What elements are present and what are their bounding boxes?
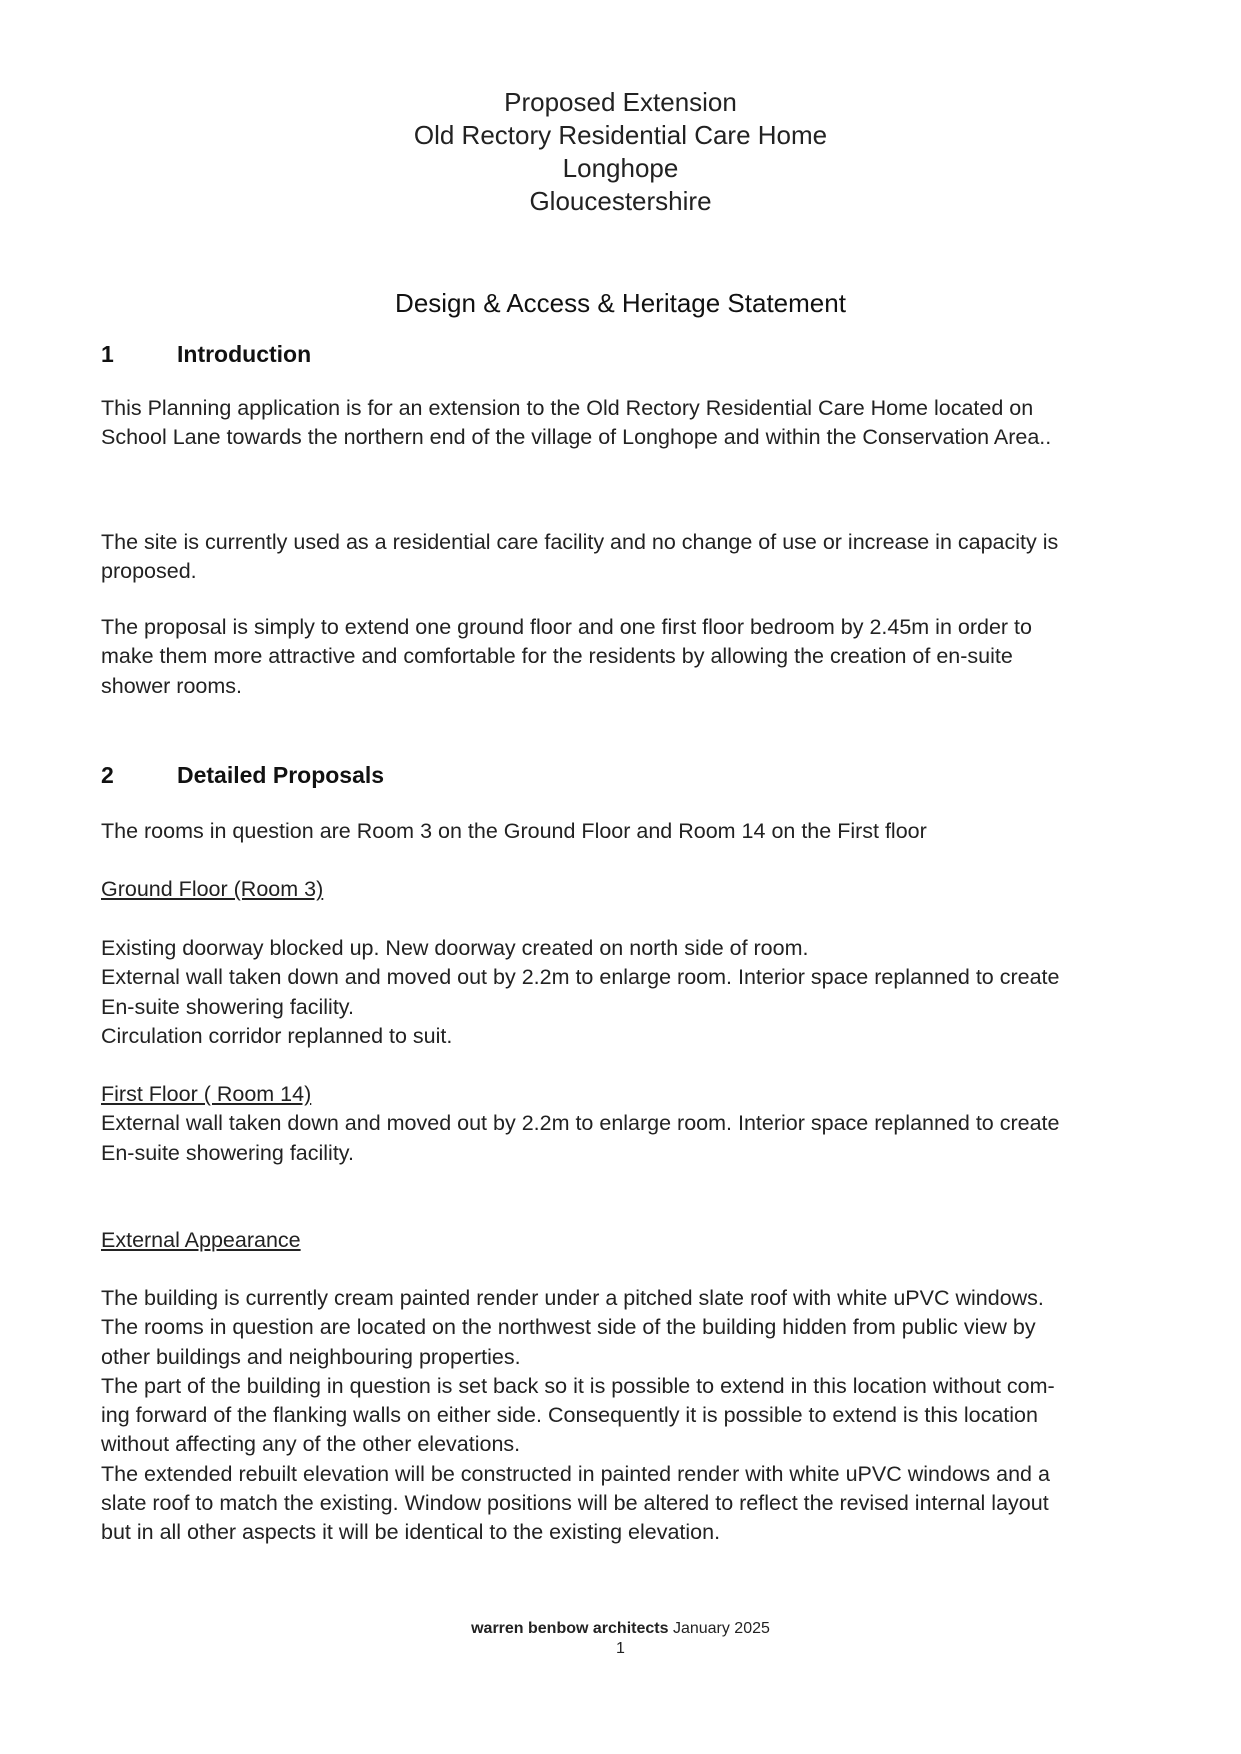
text-line: proposed.: [101, 559, 197, 584]
text-line: External wall taken down and moved out by 2.2m to enlarge room. Interior space replanned to create: [101, 1111, 1060, 1136]
text-line: other buildings and neighbouring properties.: [101, 1344, 521, 1369]
text-line: This Planning application is for an extension to the Old Rectory Residential Care Home located on: [101, 396, 1034, 420]
title-line: Old Rectory Residential Care Home: [413, 120, 828, 150]
first-floor-block: [101, 1080, 1141, 1168]
subheading: First Floor ( Room 14): [101, 1082, 312, 1106]
subheading: Ground Floor (Room 3): [101, 877, 324, 901]
ground-floor-text: [101, 934, 1141, 1051]
text-line: make them more attractive and comfortable for the residents by allowing the creation of en-suite: [101, 644, 1013, 669]
footer-firm: warren benbow architects: [471, 1620, 669, 1637]
text-line: The part of the building in question is set back so it is possible to extend in this location without com-: [101, 1373, 1055, 1398]
text-line: without affecting any of the other elevations.: [101, 1432, 521, 1457]
text-line: Existing doorway blocked up. New doorway created on north side of room.: [101, 936, 809, 960]
title-line: Gloucestershire: [529, 186, 712, 216]
section-number: 1: [101, 341, 114, 367]
proposals-intro: [101, 817, 1141, 846]
text-line: External wall taken down and moved out by 2.2m to enlarge room. Interior space replanned to create: [101, 965, 1060, 990]
footer: [0, 1620, 1241, 1638]
external-appearance-text: [101, 1284, 1141, 1548]
intro-paragraph-3: [101, 613, 1141, 701]
document-title-block: [0, 86, 1241, 218]
subheading: External Appearance: [101, 1228, 301, 1252]
text-line: The proposal is simply to extend one ground floor and one first floor bedroom by 2.45m in order to: [101, 615, 1032, 639]
section-title: Introduction: [177, 341, 312, 367]
statement-title: Design & Access & Heritage Statement: [395, 288, 846, 318]
text-line: ing forward of the flanking walls on either side. Consequently it is possible to extend is this location: [101, 1403, 1038, 1428]
text-line: The building is currently cream painted render under a pitched slate roof with white uPVC windows.: [101, 1286, 1044, 1310]
ground-floor-heading: [101, 875, 1141, 904]
text-line: School Lane towards the northern end of the village of Longhope and within the Conservation Area..: [101, 425, 1052, 450]
title-line: Longhope: [562, 153, 679, 183]
text-line: but in all other aspects it will be identical to the existing elevation.: [101, 1520, 721, 1545]
intro-paragraph-1: [101, 394, 1141, 453]
external-appearance-heading: [101, 1226, 1141, 1255]
text-line: En-suite showering facility.: [101, 1140, 354, 1165]
footer-date: January 2025: [672, 1620, 770, 1637]
title-line: Proposed Extension: [504, 87, 737, 117]
section-heading-introduction: [101, 341, 311, 368]
text-line: The extended rebuilt elevation will be constructed in painted render with white uPVC windows and a: [101, 1461, 1050, 1486]
text-line: The site is currently used as a residential care facility and no change of use or increase in capacity is: [101, 530, 1059, 554]
text-line: En-suite showering facility.: [101, 994, 354, 1019]
intro-paragraph-2: [101, 528, 1141, 587]
text-line: The rooms in question are located on the northwest side of the building hidden from public view by: [101, 1315, 1036, 1340]
text-line: Circulation corridor replanned to suit.: [101, 1023, 453, 1048]
section-title: Detailed Proposals: [177, 762, 385, 788]
section-heading-detailed-proposals: [101, 762, 384, 789]
page-number: 1: [616, 1640, 625, 1657]
text-line: The rooms in question are Room 3 on the Ground Floor and Room 14 on the First floor: [101, 819, 927, 843]
text-line: slate roof to match the existing. Window positions will be altered to reflect the revised internal layout: [101, 1491, 1049, 1516]
text-line: shower rooms.: [101, 673, 242, 698]
section-number: 2: [101, 762, 114, 788]
